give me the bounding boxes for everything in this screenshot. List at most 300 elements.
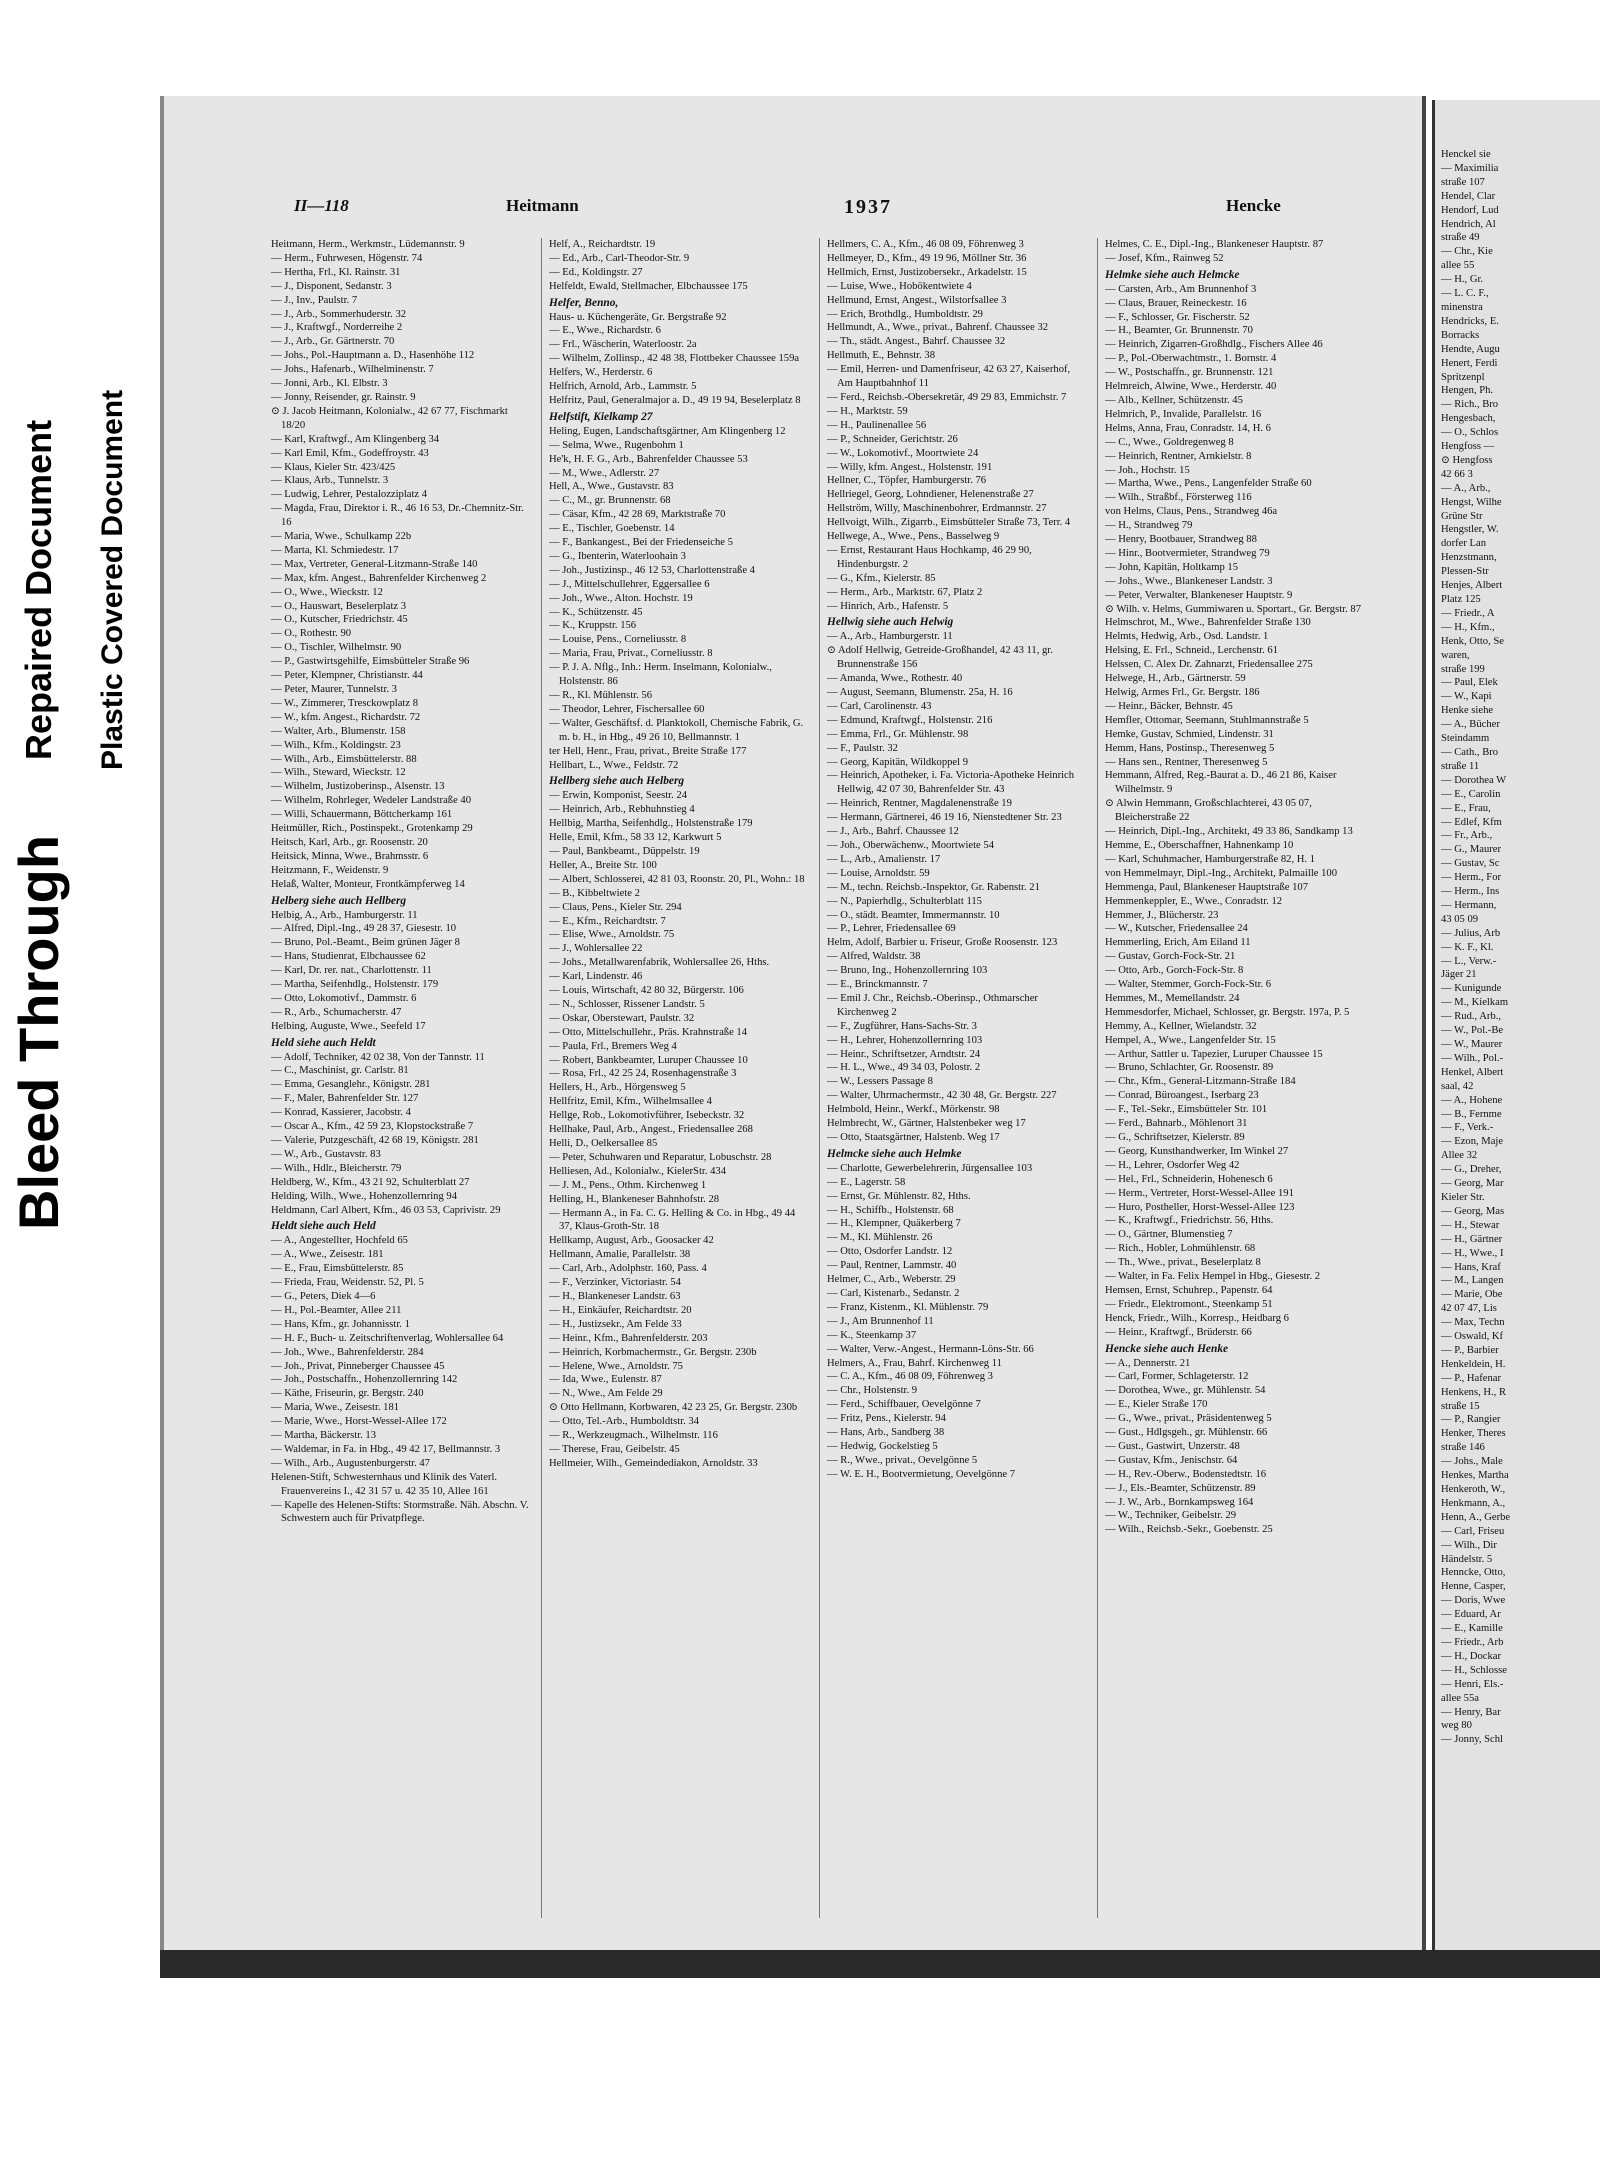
directory-entry: — Wilh., Kfm., Koldingstr. 23 (271, 739, 401, 751)
directory-entry: — Joh., Justizinsp., 46 12 53, Charlottenstraße 4 (549, 564, 755, 576)
adjacent-page-line: Henkes, Martha (1441, 1470, 1509, 1482)
directory-entry: Hellbig, Martha, Seifenhdlg., Holstenstraße 179 (549, 818, 753, 830)
directory-entry: — Th., Wwe., privat., Beselerplatz 8 (1105, 1257, 1261, 1269)
directory-entry: Helfers, W., Herderstr. 6 (549, 367, 653, 379)
directory-entry: — Wilh., Straßbf., Försterweg 116 (1105, 492, 1252, 504)
adjacent-page-line: — E., Frau, (1441, 802, 1491, 814)
directory-entry: — Alfred, Waldstr. 38 (827, 951, 921, 963)
adjacent-page-line: Hengesbach, (1441, 413, 1496, 425)
column-divider (541, 238, 542, 1918)
directory-entry: — Peter, Schuhwaren und Reparatur, Lobuschstr. 28 (549, 1151, 772, 1163)
directory-entry: — Wilh., Reichsb.-Sekr., Goebenstr. 25 (1105, 1524, 1273, 1536)
directory-entry: — O., Hauswart, Beselerplatz 3 (271, 600, 407, 612)
directory-entry: — K., Kraftwgf., Friedrichstr. 56, Hths. (1105, 1215, 1274, 1227)
directory-entry: — W., Postschaffn., gr. Brunnenstr. 121 (1105, 367, 1274, 379)
directory-entry: Helmbrecht, W., Gärtner, Halstenbeker weg 17 (827, 1118, 1026, 1130)
directory-entry: — Charlotte, Gewerbelehrerin, Jürgensallee 103 (827, 1162, 1033, 1174)
directory-entry: — Joh., Hochstr. 15 (1105, 464, 1190, 476)
directory-entry: — Otto, Tel.-Arb., Humboldtstr. 34 (549, 1416, 700, 1428)
directory-entry: — Carl, Kistenarb., Sedanstr. 2 (827, 1287, 960, 1299)
directory-entry: Heling, Eugen, Landschaftsgärtner, Am Klingenberg 12 (549, 425, 786, 437)
adjacent-page-line: Hendricks, E. (1441, 315, 1499, 327)
directory-entry: — W., Lessers Passage 8 (827, 1076, 933, 1088)
directory-entry: — Luise, Wwe., Hobökentwiete 4 (827, 280, 972, 292)
directory-entry: — R., Arb., Schumacherstr. 47 (271, 1006, 402, 1018)
directory-entry: Hemmenkeppler, E., Wwe., Conradstr. 12 (1105, 895, 1283, 907)
directory-entry: — Elise, Wwe., Arnoldstr. 75 (549, 929, 675, 941)
adjacent-page-line: — Max, Techn (1441, 1317, 1505, 1329)
directory-entry: — Helene, Wwe., Arnoldstr. 75 (549, 1360, 683, 1372)
directory-entry: — Chr., Kfm., General-Litzmann-Straße 184 (1105, 1076, 1296, 1088)
directory-entry: — Ida, Wwe., Eulenstr. 87 (549, 1374, 662, 1386)
directory-entry: — Peter, Klempner, Christianstr. 44 (271, 670, 423, 682)
top-blank-margin (1330, 0, 1600, 96)
adjacent-page-line: — Johs., Male (1441, 1456, 1503, 1468)
adjacent-page-line: — Eduard, Ar (1441, 1609, 1501, 1621)
directory-entry: — Herm., Fuhrwesen, Högenstr. 74 (271, 252, 423, 264)
adjacent-page-line: — Rud., Arb., (1441, 1011, 1502, 1023)
adjacent-page-line: Henke siehe (1441, 705, 1494, 717)
directory-entry: — Walter, Geschäftsf. d. Planktokoll, Chemische Fabrik, G. m. b. H., in Hbg., 49 26 10, Bellmannstr. 1 (549, 717, 804, 743)
directory-entry: — Wilhelm, Rohrleger, Wedeler Landstraße 40 (271, 795, 472, 807)
directory-entry: — J., Kraftwgf., Norderreihe 2 (271, 322, 403, 334)
directory-entry: Helmts, Hedwig, Arb., Osd. Landstr. 1 (1105, 631, 1269, 643)
adjacent-page-line: — H., Schlosse (1441, 1664, 1507, 1676)
adjacent-page-column (1441, 148, 1600, 1747)
directory-entry: — K., Steenkamp 37 (827, 1329, 917, 1341)
directory-entry: — Kapelle des Helenen-Stifts: Stormstraße. Näh. Abschn. V. Schwestern auch für Privatpflege. (271, 1499, 529, 1525)
directory-entry: — H., Blankeneser Landstr. 63 (549, 1290, 681, 1302)
first-entry-word: Heitmann (506, 196, 579, 215)
adjacent-page-line: — M., Kielkam (1441, 997, 1509, 1009)
directory-entry: Helfritz, Paul, Generalmajor a. D., 49 19 94, Beselerplatz 8 (549, 394, 801, 406)
directory-entry: — Karl, Lindenstr. 46 (549, 971, 643, 983)
adjacent-page-fragment (1432, 100, 1600, 1978)
directory-entry: — H., Einkäufer, Reichardtstr. 20 (549, 1304, 692, 1316)
directory-entry: — Bruno, Pol.-Beamt., Beim grünen Jäger 8 (271, 937, 460, 949)
adjacent-page-line: dorfer Lan (1441, 538, 1486, 550)
directory-entry: Hemmer, J., Blücherstr. 23 (1105, 909, 1219, 921)
directory-entry: — O., Gärtner, Blumenstieg 7 (1105, 1229, 1233, 1241)
directory-entry: — Claus, Pens., Kieler Str. 294 (549, 901, 682, 913)
directory-entry: — Magda, Frau, Direktor i. R., 46 16 53, Dr.-Chemnitz-Str. 16 (271, 503, 524, 529)
directory-entry: — O., Rothestr. 90 (271, 628, 352, 640)
directory-entry: — Walter, Stemmer, Gorch-Fock-Str. 6 (1105, 979, 1272, 991)
adjacent-page-line: — P., Hafenar (1441, 1372, 1502, 1384)
directory-entry: Helmreich, Alwine, Wwe., Herderstr. 40 (1105, 381, 1277, 393)
adjacent-page-line: allee 55a (1441, 1692, 1479, 1704)
directory-entry: — Heinrich, Arb., Rebhuhnstieg 4 (549, 804, 695, 816)
directory-entry: — Heinr., Bäcker, Behnstr. 45 (1105, 700, 1233, 712)
directory-entry: — Klaus, Kieler Str. 423/425 (271, 461, 396, 473)
adjacent-page-line: — Oswald, Kf (1441, 1331, 1504, 1343)
directory-entry: — H., Strandweg 79 (1105, 520, 1193, 532)
adjacent-page-line: — E., Kamille (1441, 1623, 1503, 1635)
directory-entry: — G., Peters, Diek 4—6 (271, 1290, 376, 1302)
directory-entry: — Rich., Hobler, Lohmühlenstr. 68 (1105, 1243, 1256, 1255)
directory-entry: — C. A., Kfm., 46 08 09, Föhrenweg 3 (827, 1371, 993, 1383)
adjacent-page-line: — W., Pol.-Be (1441, 1025, 1504, 1037)
directory-entry: — Wilh., Arb., Eimsbüttelerstr. 88 (271, 753, 417, 765)
adjacent-page-line: Grüne Str (1441, 510, 1483, 522)
directory-entry: — W., Arb., Gustavstr. 83 (271, 1148, 381, 1160)
directory-entry: — F., Verzinker, Victoriastr. 54 (549, 1277, 681, 1289)
directory-entry: Helssen, C. Alex Dr. Zahnarzt, Friedensallee 275 (1105, 659, 1313, 671)
directory-entry: — Paul, Rentner, Lammstr. 40 (827, 1260, 957, 1272)
adjacent-page-line: Hengst, Wilhe (1441, 496, 1502, 508)
adjacent-page-line: — P., Rangier (1441, 1414, 1501, 1426)
adjacent-page-line: straße 199 (1441, 663, 1485, 675)
directory-entry: Helbig, A., Arb., Hamburgerstr. 11 (271, 909, 418, 921)
directory-entry: — Walter, in Fa. Felix Hempel in Hbg., Giesestr. 2 (1105, 1271, 1321, 1283)
directory-entry: Hellmund, Ernst, Angest., Wilstorfsallee 3 (827, 294, 1007, 306)
directory-entry: — J. M., Pens., Othm. Kirchenweg 1 (549, 1179, 707, 1191)
directory-entry: — August, Seemann, Blumenstr. 25a, H. 16 (827, 687, 1013, 698)
directory-entry: — Konrad, Kassierer, Jacobstr. 4 (271, 1107, 411, 1119)
directory-entry: Hemsen, Ernst, Schuhrep., Papenstr. 64 (1105, 1284, 1273, 1296)
directory-entry: — H., Beamter, Gr. Brunnenstr. 70 (1105, 325, 1253, 337)
directory-entry: — Johs., Hafenarb., Wilhelminenstr. 7 (271, 364, 434, 376)
directory-entry: — Herm., Vertreter, Horst-Wessel-Allee 191 (1105, 1187, 1294, 1199)
directory-entry: Hellström, Willy, Maschinenbohrer, Erdmannstr. 27 (827, 503, 1047, 515)
adjacent-page-line: — Hans, Kraf (1441, 1261, 1501, 1273)
adjacent-page-line: Borracks (1441, 329, 1480, 341)
directory-entry: — L., Arb., Amalienstr. 17 (827, 853, 941, 865)
directory-entry: — Johs., Pol.-Hauptmann a. D., Hasenhöhe 112 (271, 350, 475, 362)
directory-entry: — G., Wwe., privat., Präsidentenweg 5 (1105, 1413, 1272, 1425)
directory-column-2 (549, 238, 807, 1928)
directory-entry: — Gustav, Gorch-Fock-Str. 21 (1105, 951, 1236, 963)
adjacent-page-line: Henjes, Albert (1441, 580, 1503, 592)
directory-entry: Hellvoigt, Wilh., Zigarrb., Eimsbütteler Straße 73, Terr. 4 (827, 517, 1071, 529)
directory-entry: — J., Arb., Gr. Gärtnerstr. 70 (271, 336, 395, 348)
directory-entry: — Johs., Wwe., Blankeneser Landstr. 3 (1105, 575, 1273, 587)
directory-entry: — Ferd., Bahnarb., Möhlenort 31 (1105, 1118, 1248, 1130)
directory-entry: — Joh., Privat, Pinneberger Chaussee 45 (271, 1360, 445, 1372)
column-divider (819, 238, 820, 1918)
directory-entry: — Fritz, Pens., Kielerstr. 94 (827, 1413, 946, 1425)
adjacent-page-line: — Georg, Mas (1441, 1205, 1505, 1217)
directory-entry: — H., Pol.-Beamter, Allee 211 (271, 1304, 402, 1316)
adjacent-page-line: — Julius, Arb (1441, 927, 1501, 939)
adjacent-page-line: Henzstmann, (1441, 552, 1497, 564)
adjacent-page-line: Hengfoss — (1441, 441, 1495, 453)
adjacent-page-line: waren, (1441, 649, 1470, 661)
section-heading: Hellberg siehe auch Helberg (549, 775, 685, 788)
directory-entry: ⊙ Otto Hellmann, Korbwaren, 42 23 25, Gr. Bergstr. 230b (549, 1402, 798, 1414)
directory-entry: — Ferd., Reichsb.-Obersekretär, 49 29 83, Emmichstr. 7 (827, 391, 1067, 403)
directory-entry: Heitzmann, F., Weidenstr. 9 (271, 864, 389, 876)
directory-entry: Hell, A., Wwe., Gustavstr. 83 (549, 481, 674, 493)
adjacent-page-line: Henckel sie (1441, 149, 1491, 160)
directory-page (160, 96, 1426, 1978)
directory-entry: — E., Frau, Eimsbüttelerstr. 85 (271, 1263, 404, 1275)
adjacent-page-line: Henert, Ferdi (1441, 357, 1498, 369)
directory-entry: — A., Dennerstr. 21 (1105, 1357, 1191, 1369)
directory-entry: — E., Lagerstr. 58 (827, 1176, 906, 1188)
directory-entry: Helm, Adolf, Barbier u. Friseur, Große Roosenstr. 123 (827, 937, 1058, 949)
adjacent-page-line: ⊙ Hengfoss (1441, 454, 1493, 466)
directory-entry: — Otto, Osdorfer Landstr. 12 (827, 1246, 953, 1258)
directory-entry: — Otto, Lokomotivf., Dammstr. 6 (271, 992, 417, 1004)
directory-entry: Hellmann, Amalie, Parallelstr. 38 (549, 1249, 691, 1261)
directory-entry: Helling, H., Blankeneser Bahnhofstr. 28 (549, 1193, 720, 1205)
directory-entry: — Arthur, Sattler u. Tapezier, Luruper Chaussee 15 (1105, 1048, 1323, 1060)
adjacent-page-line: — Wilh., Dir (1441, 1539, 1497, 1551)
directory-entry: — Heinrich, Apotheker, i. Fa. Victoria-Apotheke Heinrich Hellwig, 42 07 30, Bahrenfelder Str. 43 (827, 770, 1075, 796)
directory-entry: — Gust., Gastwirt, Unzerstr. 48 (1105, 1440, 1240, 1452)
adjacent-page-line: Henn, A., Gerbe (1441, 1511, 1511, 1523)
directory-entry: — H., Schiffb., Holstenstr. 68 (827, 1204, 954, 1216)
directory-entry: — Bruno, Schlachter, Gr. Roosenstr. 89 (1105, 1062, 1274, 1074)
directory-entry: — W., Lokomotivf., Moortwiete 24 (827, 447, 979, 459)
directory-entry: — G., Schriftsetzer, Kielerstr. 89 (1105, 1132, 1245, 1143)
directory-entry: — W., Techniker, Geibelstr. 29 (1105, 1510, 1237, 1522)
directory-entry: — O., Kutscher, Friedrichstr. 45 (271, 614, 408, 626)
directory-entry: Hellmeyer, D., Kfm., 49 19 96, Möllner Str. 36 (827, 252, 1027, 264)
directory-entry: Hellers, H., Arb., Hörgensweg 5 (549, 1082, 686, 1094)
directory-entry: — J., Am Brunnenhof 11 (827, 1315, 934, 1327)
directory-entry: — M., Kl. Mühlenstr. 26 (827, 1232, 933, 1244)
directory-entry: Hemmann, Alfred, Reg.-Baurat a. D., 46 21 86, Kaiser Wilhelmstr. 9 (1105, 770, 1337, 796)
adjacent-page-line: — Maximilia (1441, 162, 1499, 174)
section-heading: Helmke siehe auch Helmcke (1105, 268, 1240, 281)
directory-entry: Hellfritz, Emil, Kfm., Wilhelmsallee 4 (549, 1096, 712, 1108)
directory-column-1 (271, 238, 529, 1928)
directory-entry: Helmschrot, M., Wwe., Bahrenfelder Straße 130 (1105, 617, 1311, 629)
directory-entry: — Claus, Brauer, Reineckestr. 16 (1105, 297, 1247, 309)
adjacent-page-line: Henkel, Albert (1441, 1066, 1504, 1078)
adjacent-page-line: — O., Schlos (1441, 427, 1499, 439)
directory-entry: — C., Maschinist, gr. Carlstr. 81 (271, 1065, 409, 1077)
directory-entry: — Louis, Wirtschaft, 42 80 32, Bürgerstr. 106 (549, 985, 744, 997)
directory-entry: Helli, D., Oelkersallee 85 (549, 1138, 658, 1149)
directory-entry: — Heinr., Kfm., Bahrenfelderstr. 203 (549, 1332, 708, 1344)
directory-entry: Hemke, Gustav, Schmied, Lindenstr. 31 (1105, 728, 1274, 740)
adjacent-page-line: Kieler Str. (1441, 1191, 1485, 1203)
directory-entry: — M., techn. Reichsb.-Inspektor, Gr. Rabenstr. 21 (827, 881, 1040, 893)
adjacent-page-line: allee 55 (1441, 260, 1475, 272)
directory-entry: — Karl, Schuhmacher, Hamburgerstraße 82, H. 1 (1105, 853, 1316, 865)
directory-entry: Helfrich, Arnold, Arb., Lammstr. 5 (549, 381, 697, 393)
directory-entry: Helding, Wilh., Wwe., Hohenzollernring 94 (271, 1190, 458, 1202)
adjacent-page-line: — Hermann, (1441, 899, 1497, 911)
adjacent-page-line: — A., Hohene (1441, 1094, 1503, 1106)
directory-entry: — P., Gastwirtsgehilfe, Eimsbütteler Straße 96 (271, 656, 470, 668)
adjacent-page-line: Henk, Otto, Se (1441, 635, 1504, 647)
directory-year: 1937 (844, 196, 892, 218)
document-condition-labels (0, 0, 165, 1250)
adjacent-page-line: — Paul, Elek (1441, 677, 1498, 689)
directory-entry: — Heinrich, Korbmachermstr., Gr. Bergstr. 230b (549, 1346, 757, 1358)
directory-entry: — Martha, Seifenhdlg., Holstenstr. 179 (271, 979, 439, 991)
section-heading: Heldt siehe auch Held (271, 1220, 376, 1233)
directory-entry: Hellhake, Paul, Arb., Angest., Friedensallee 268 (549, 1124, 753, 1136)
directory-entry: — Max, Vertreter, General-Litzmann-Straße 140 (271, 558, 478, 570)
directory-entry: Helenen-Stift, Schwesternhaus und Klinik des Vaterl. Frauenvereins I., 42 31 57 u. 42 35 10, Allee 161 (271, 1471, 498, 1497)
adjacent-page-line: — Marie, Obe (1441, 1289, 1503, 1301)
directory-entry: — K., Schützenstr. 45 (549, 606, 643, 618)
directory-entry: — Johs., Metallwarenfabrik, Wohlersallee 26, Hths. (549, 957, 770, 969)
adjacent-page-line: Platz 125 (1441, 594, 1481, 605)
directory-entry: — Heinrich, Rentner, Magdalenenstraße 19 (827, 798, 1012, 810)
directory-entry: — E., Wwe., Richardstr. 6 (549, 325, 661, 337)
adjacent-page-line: 43 05 09 (1441, 913, 1479, 925)
directory-entry: — J., Inv., Paulstr. 7 (271, 294, 358, 306)
section-heading: Hellwig siehe auch Helwig (827, 616, 954, 629)
directory-entry: — Henry, Bootbauer, Strandweg 88 (1105, 534, 1257, 546)
directory-entry: — Otto, Mittelschullehr., Präs. Krahnstraße 14 (549, 1026, 748, 1038)
directory-entry: — Oscar A., Kfm., 42 59 23, Klopstockstraße 7 (271, 1121, 474, 1133)
adjacent-page-line: — H., Gärtner (1441, 1233, 1503, 1245)
adjacent-page-line: — H., Gr. (1441, 274, 1484, 286)
directory-entry: — E., Brinckmannstr. 7 (827, 979, 928, 991)
directory-entry: — Ed., Koldingstr. 27 (549, 266, 643, 278)
directory-entry: — C., M., gr. Brunnenstr. 68 (549, 495, 671, 507)
directory-entry: — Wilhelm, Zollinsp., 42 48 38, Flottbeker Chaussee 159a (549, 353, 800, 365)
directory-entry: von Helms, Claus, Pens., Strandweg 46a (1105, 506, 1278, 518)
directory-entry: Hemmy, A., Kellner, Wielandstr. 32 (1105, 1020, 1257, 1032)
directory-entry: Helwege, H., Arb., Gärtnerstr. 59 (1105, 673, 1246, 685)
directory-entry: — Gust., Hdlgsgeh., gr. Mühlenstr. 66 (1105, 1427, 1268, 1439)
adjacent-page-line: Hendrich, Al (1441, 218, 1496, 230)
directory-entry: — N., Schlosser, Rissener Landstr. 5 (549, 998, 705, 1010)
adjacent-page-line: — Cath., Bro (1441, 746, 1499, 758)
adjacent-page-line: — F., Verk.- (1441, 1122, 1494, 1134)
directory-entry: Hellmundt, A., Wwe., privat., Bahrenf. Chaussee 32 (827, 322, 1049, 334)
directory-entry: — Heinrich, Rentner, Arnkielstr. 8 (1105, 450, 1252, 462)
adjacent-page-line: minenstra (1441, 301, 1483, 313)
adjacent-page-line: — P., Barbier (1441, 1344, 1499, 1356)
directory-entry: Heitmüller, Rich., Postinspekt., Grotenkamp 29 (271, 823, 473, 835)
directory-entry: — Huro, Postheller, Horst-Wessel-Allee 123 (1105, 1201, 1295, 1213)
directory-entry: Helliesen, Ad., Kolonialw., KielerStr. 434 (549, 1165, 727, 1177)
directory-entry: — Frl., Wäscherin, Waterloostr. 2a (549, 339, 697, 351)
directory-entry: — E., Kieler Straße 170 (1105, 1399, 1208, 1411)
directory-entry: — A., Angestellter, Hochfeld 65 (271, 1235, 408, 1247)
directory-entry: Heitmann, Herm., Werkmstr., Lüdemannstr. 9 (271, 239, 465, 250)
directory-entry: — Marie, Wwe., Horst-Wessel-Allee 172 (271, 1416, 447, 1428)
directory-entry: — H. L., Wwe., 49 34 03, Polostr. 2 (827, 1062, 981, 1074)
adjacent-page-line: Henker, Theres (1441, 1428, 1506, 1440)
directory-entry: — Edmund, Kraftwgf., Holstenstr. 216 (827, 714, 993, 726)
directory-entry: — J., Els.-Beamter, Schützenstr. 89 (1105, 1482, 1256, 1494)
directory-entry: — Hans, Kfm., gr. Johannisstr. 1 (271, 1318, 410, 1330)
directory-entry: — Rosa, Frl., 42 25 24, Rosenhagenstraße 3 (549, 1068, 737, 1080)
adjacent-page-line: — Herm., Ins (1441, 886, 1500, 898)
directory-entry: — Heinr., Kraftwgf., Brüderstr. 66 (1105, 1326, 1252, 1338)
directory-entry: Heldmann, Carl Albert, Kfm., 46 03 53, Caprivistr. 29 (271, 1204, 501, 1216)
directory-entry: — Dorothea, Wwe., gr. Mühlenstr. 54 (1105, 1385, 1266, 1397)
adjacent-page-line: — Chr., Kie (1441, 246, 1493, 258)
directory-entry: Hellmeier, Wilh., Gemeindediakon, Arnoldstr. 33 (549, 1457, 758, 1469)
directory-entry: — H., Klempner, Quäkerberg 7 (827, 1218, 961, 1230)
adjacent-page-line: — H., Kfm., (1441, 621, 1495, 633)
directory-entry: Helaß, Walter, Monteur, Frontkämpferweg 14 (271, 878, 465, 890)
directory-entry: — Adolf, Techniker, 42 02 38, Von der Tannstr. 11 (271, 1051, 485, 1063)
directory-entry: — F., Zugführer, Hans-Sachs-Str. 3 (827, 1020, 977, 1032)
adjacent-page-line: straße 49 (1441, 232, 1480, 244)
directory-entry: von Hemmelmayr, Dipl.-Ing., Architekt, Palmaille 100 (1105, 867, 1338, 879)
directory-entry: — Wilhelm, Justizoberinsp., Alsenstr. 13 (271, 781, 445, 793)
directory-entry: — Waldemar, in Fa. in Hbg., 49 42 17, Bellmannstr. 3 (271, 1443, 501, 1455)
directory-entry: — Ernst, Gr. Mühlenstr. 82, Hths. (827, 1190, 971, 1202)
directory-entry: Hellkamp, August, Arb., Goosacker 42 (549, 1235, 714, 1247)
adjacent-page-line: — Carl, Friseu (1441, 1525, 1505, 1537)
directory-entry: — H., Lehrer, Hohenzollernring 103 (827, 1034, 983, 1046)
directory-entry: — Joh., Oberwächenw., Moortwiete 54 (827, 839, 995, 851)
directory-entry: Helfeldt, Ewald, Stellmacher, Elbchaussee 175 (549, 280, 748, 292)
section-heading: Helmcke siehe auch Helmke (827, 1147, 962, 1160)
adjacent-page-line: Jäger 21 (1441, 969, 1477, 981)
adjacent-page-line: — Wilh., Pol.- (1441, 1052, 1504, 1064)
directory-entry: Hemfler, Ottomar, Seemann, Stuhlmannstraße 5 (1105, 714, 1309, 726)
directory-entry: — Georg, Kapitän, Wildkoppel 9 (827, 756, 968, 768)
directory-entry: — Erich, Brothdlg., Humboldtstr. 29 (827, 308, 983, 320)
adjacent-page-line: Steindamm (1441, 733, 1490, 745)
adjacent-page-line: — Ezon, Maje (1441, 1136, 1504, 1148)
adjacent-page-line: Henkmann, A., (1441, 1497, 1506, 1509)
adjacent-page-line: Henkeldein, H. (1441, 1358, 1506, 1370)
directory-entry: — K., Kruppstr. 156 (549, 620, 637, 632)
directory-entry: Helmers, A., Frau, Bahrf. Kirchenweg 11 (827, 1357, 1002, 1369)
directory-entry: — M., Wwe., Adlerstr. 27 (549, 467, 660, 479)
directory-entry: Hellbart, L., Wwe., Feldstr. 72 (549, 759, 679, 771)
directory-entry: — Hans sen., Rentner, Theresenweg 5 (1105, 756, 1268, 768)
scanner-shadow (160, 1950, 1600, 1978)
directory-entry: Helf, A., Reichardtstr. 19 (549, 239, 656, 250)
directory-entry: Hellwege, A., Wwe., Pens., Basselweg 9 (827, 531, 1000, 543)
directory-entry: — Hermann, Gärtnerei, 46 19 16, Nienstedtener Str. 23 (827, 812, 1062, 824)
adjacent-page-line: — E., Carolin (1441, 788, 1501, 800)
directory-entry: — Jonni, Arb., Kl. Elbstr. 3 (271, 378, 388, 390)
adjacent-page-line: — L., Verw.- (1441, 955, 1497, 967)
directory-entry: — Ferd., Schiffbauer, Oevelgönne 7 (827, 1399, 981, 1411)
directory-entry: — Karl Emil, Kfm., Godeffroystr. 43 (271, 447, 429, 459)
directory-entry: — Hinr., Bootvermieter, Strandweg 79 (1105, 547, 1270, 559)
directory-entry: — A., Arb., Hamburgerstr. 11 (827, 631, 953, 643)
directory-entry: — F., Schlosser, Gr. Fischerstr. 52 (1105, 311, 1250, 323)
adjacent-page-line: — A., Arb., (1441, 482, 1491, 494)
directory-entry: — Wilh., Arb., Augustenburgerstr. 47 (271, 1457, 430, 1469)
directory-entry: — Josef, Kfm., Rainweg 52 (1105, 252, 1224, 264)
directory-entry: — Käthe, Friseurin, gr. Bergstr. 240 (271, 1388, 424, 1400)
directory-entry: — Wilh., Steward, Wieckstr. 12 (271, 767, 406, 779)
directory-entry: — H., Rev.-Oberw., Bodenstedtstr. 16 (1105, 1468, 1267, 1480)
directory-entry: Hemmesdorfer, Michael, Schlosser, gr. Bergstr. 197a, P. 5 (1105, 1006, 1350, 1018)
directory-entry: Heitsick, Minna, Wwe., Brahmsstr. 6 (271, 850, 429, 862)
directory-entry: — Peter, Maurer, Tunnelstr. 3 (271, 684, 397, 695)
adjacent-page-line: 42 66 3 (1441, 468, 1473, 480)
directory-entry: — Paula, Frl., Bremers Weg 4 (549, 1040, 677, 1052)
directory-entry: — Emma, Frl., Gr. Mühlenstr. 98 (827, 728, 969, 740)
page-edge-shadow (1422, 96, 1426, 1978)
adjacent-page-line: — Gustav, Sc (1441, 858, 1500, 870)
directory-entry: — Martha, Bäckerstr. 13 (271, 1430, 377, 1442)
directory-entry: — Hedwig, Gockelstieg 5 (827, 1440, 938, 1452)
adjacent-page-line: — G., Dreher, (1441, 1164, 1502, 1176)
directory-entry: — Chr., Holstenstr. 9 (827, 1385, 918, 1397)
directory-entry: ⊙ Adolf Hellwig, Getreide-Großhandel, 42 43 11, gr. Brunnenstraße 156 (827, 645, 1053, 671)
repaired-document-label: Repaired Document (18, 419, 59, 760)
directory-column-4 (1105, 238, 1363, 1928)
directory-entry: — Joh., Postschaffn., Hohenzollernring 142 (271, 1374, 458, 1386)
directory-entry: — R., Wwe., privat., Oevelgönne 5 (827, 1454, 978, 1466)
directory-entry: — Theodor, Lehrer, Fischersallee 60 (549, 703, 705, 715)
adjacent-page-line: — Kunigunde (1441, 983, 1502, 995)
directory-entry: — Ernst, Restaurant Haus Hochkamp, 46 29 90, Hindenburgstr. 2 (827, 544, 1032, 570)
directory-entry: — Joh., Wwe., Alton. Hochstr. 19 (549, 592, 693, 604)
